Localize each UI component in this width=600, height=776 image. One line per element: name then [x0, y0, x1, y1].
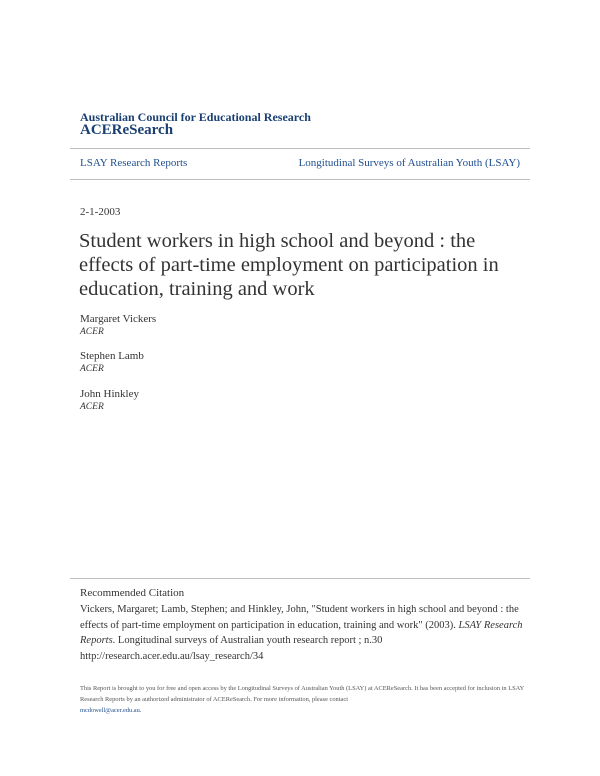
author-affiliation: ACER: [80, 327, 104, 337]
org-name: Australian Council for Educational Research: [80, 110, 311, 124]
citation-part1: Vickers, Margaret; Lamb, Stephen; and Hinkley, John, "Student workers in high school and beyond : the effects of part-time employment on participation in education, training and work" (2003).: [80, 604, 519, 631]
divider-top: [70, 148, 530, 149]
author-affiliation: ACER: [80, 364, 104, 374]
divider-series: [70, 179, 530, 180]
series-link-left[interactable]: LSAY Research Reports: [80, 157, 188, 169]
footer-text: This Report is brought to you for free and open access by the Longitudinal Surveys of Australian Youth (LSAY) at ACEReSearch. It has been accepted for inclusion in LSAY Research Reports by an authorized administrator of ACEReSearch. For more information, please contact: [80, 685, 525, 703]
author-affiliation: ACER: [80, 402, 104, 412]
author-name: Stephen Lamb: [80, 350, 144, 362]
author-block: [80, 313, 156, 338]
author-name: Margaret Vickers: [80, 313, 157, 325]
footer-contact-link[interactable]: mcdowell@acer.edu.au.: [80, 707, 142, 714]
repository-name[interactable]: ACEReSearch: [80, 122, 174, 138]
citation-text: [80, 602, 530, 664]
citation-heading: Recommended Citation: [80, 587, 185, 599]
divider-citation: [70, 578, 530, 579]
publication-date: 2-1-2003: [80, 206, 121, 218]
citation-url[interactable]: http://research.acer.edu.au/lsay_research/34: [80, 650, 264, 662]
author-name: John Hinkley: [80, 388, 139, 400]
author-block: [80, 388, 139, 413]
citation-series: LSAY Research Reports: [80, 619, 523, 646]
author-block: [80, 350, 144, 375]
citation-part2: . Longitudinal surveys of Australian youth research report ; n.30: [112, 635, 383, 646]
document-title: Student workers in high school and beyond : the effects of part-time employment on participation in education, training and work: [79, 230, 499, 300]
series-link-right[interactable]: Longitudinal Surveys of Australian Youth (LSAY): [298, 157, 520, 169]
footer-note: [80, 683, 530, 716]
